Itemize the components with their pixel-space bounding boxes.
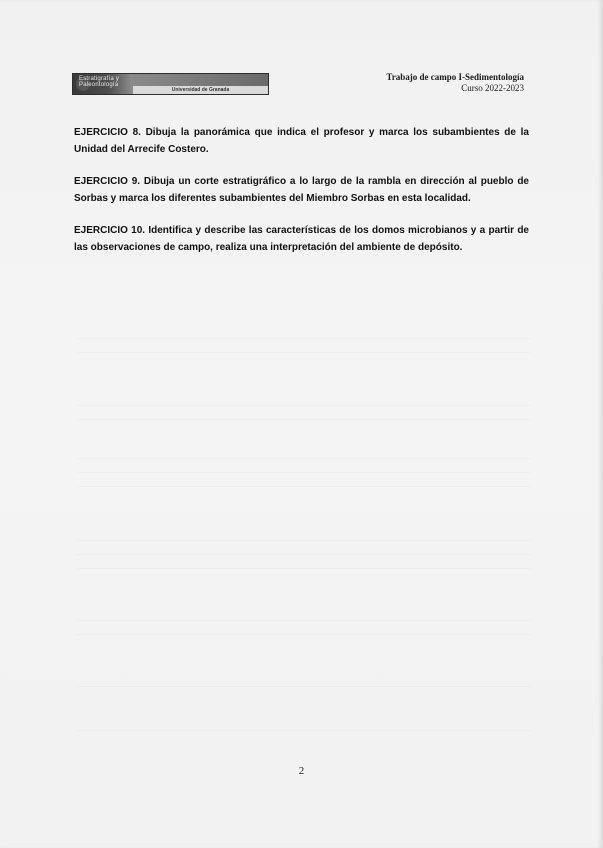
bleed-through-line [78, 634, 530, 635]
page-edge-shadow [597, 0, 603, 848]
exercise-8: EJERCICIO 8. Dibuja la panorámica que indica el profesor y marca los subambientes de la Unidad del Arrecife Costero. [74, 127, 529, 155]
bleed-through-line [78, 338, 530, 339]
bleed-through-line [78, 458, 530, 459]
bleed-through-line [78, 540, 530, 541]
page-number: 2 [298, 765, 305, 777]
exercise-10: EJERCICIO 10. Identifica y describe las características de los domos microbianos y a partir de las observaciones de campo, realiza una interpretación del ambiente de depósito. [74, 225, 529, 253]
bleed-through-line [78, 686, 530, 687]
department-logo [72, 73, 269, 95]
bleed-through-line [78, 620, 530, 621]
logo-department-text: Estratigrafía y Paleontología [79, 76, 120, 88]
exercise-list [74, 125, 529, 272]
course-year: Curso 2022-2023 [461, 83, 524, 93]
bleed-through-line [78, 419, 530, 420]
bleed-through-line [78, 730, 530, 731]
bleed-through-line [78, 352, 530, 353]
logo-university-text: Universidad de Granada [171, 87, 230, 93]
bleed-through-line [78, 568, 530, 569]
bleed-through-line [78, 486, 530, 487]
bleed-through-line [78, 405, 530, 406]
document-title: Trabajo de campo I-Sedimentología [386, 72, 524, 82]
document-header [386, 72, 524, 94]
bleed-through-line [78, 554, 530, 555]
bleed-through-line [78, 472, 530, 473]
exercise-9: EJERCICIO 9. Dibuja un corte estratigráfico a lo largo de la rambla en dirección al pueblo de Sorbas y marca los diferentes subambientes del Miembro Sorbas en esta localidad. [74, 176, 529, 204]
